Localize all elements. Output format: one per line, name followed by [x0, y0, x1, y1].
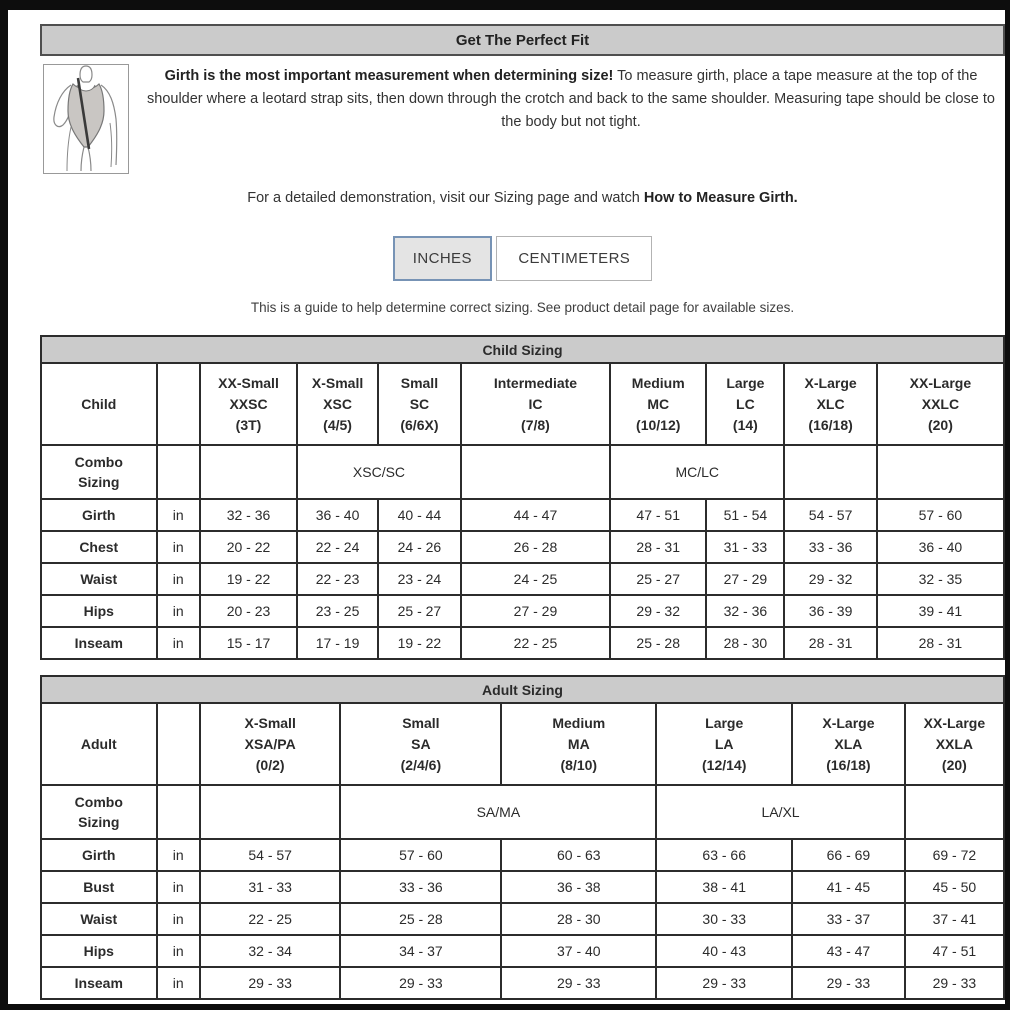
size-value-cell: 36 - 40 — [297, 499, 378, 531]
measurement-label: Waist — [41, 563, 157, 595]
size-value-cell: 19 - 22 — [378, 627, 461, 659]
size-value-cell: 41 - 45 — [792, 871, 905, 903]
unit-toggle — [40, 236, 1005, 281]
size-value-cell: 24 - 25 — [461, 563, 610, 595]
size-header-line: XX-Large — [923, 714, 986, 731]
size-value-cell: 36 - 38 — [501, 871, 656, 903]
size-value-cell: 31 - 33 — [706, 531, 784, 563]
size-value-cell: 17 - 19 — [297, 627, 378, 659]
size-value-cell: 40 - 44 — [378, 499, 461, 531]
size-value-cell: 33 - 37 — [792, 903, 905, 935]
size-value-cell: 66 - 69 — [792, 839, 905, 871]
size-header-line: SC — [409, 395, 430, 412]
measurement-label: Hips — [41, 935, 157, 967]
size-header-line: MC — [647, 395, 670, 412]
combo-cell — [461, 445, 610, 499]
size-value-cell: 15 - 17 — [200, 627, 297, 659]
measurement-row — [41, 935, 1004, 967]
size-header-line: XXLA — [935, 735, 974, 752]
size-value-cell: 28 - 31 — [610, 531, 706, 563]
size-header-line: (16/18) — [808, 416, 853, 433]
size-value-cell: 54 - 57 — [784, 499, 876, 531]
girth-instructions-text: To measure girth, place a tape measure at the top of the shoulder where a leotard strap sits, then down through the crotch and back to the same shoulder. Measuring tape should be close to the body but not tight. — [147, 68, 995, 130]
combo-label-line: Sizing — [78, 474, 120, 490]
measurement-row — [41, 903, 1004, 935]
size-value-cell: 54 - 57 — [200, 839, 341, 871]
size-value-cell: 44 - 47 — [461, 499, 610, 531]
size-value-cell: 29 - 33 — [501, 967, 656, 999]
size-value-cell: 28 - 31 — [784, 627, 876, 659]
size-column-header — [706, 363, 784, 445]
table-corner-label: Child — [41, 363, 157, 445]
measurement-label: Inseam — [41, 967, 157, 999]
size-column-header — [792, 703, 905, 785]
combo-cell: SA/MA — [340, 785, 656, 839]
size-value-cell: 25 - 27 — [378, 595, 461, 627]
combo-cell — [877, 445, 1004, 499]
size-value-cell: 28 - 30 — [706, 627, 784, 659]
demo-line — [40, 190, 1005, 206]
size-value-cell: 45 - 50 — [905, 871, 1004, 903]
size-value-cell: 29 - 33 — [905, 967, 1004, 999]
table-title-row — [41, 676, 1004, 703]
size-header-line: (20) — [941, 756, 967, 773]
size-value-cell: 20 - 22 — [200, 531, 297, 563]
size-header-line: Intermediate — [493, 374, 578, 391]
size-value-cell: 22 - 24 — [297, 531, 378, 563]
measurement-label: Hips — [41, 595, 157, 627]
demo-text: For a detailed demonstration, visit our Sizing page and watch — [247, 190, 644, 206]
size-header-line: XX-Large — [909, 374, 972, 391]
size-value-cell: 40 - 43 — [656, 935, 792, 967]
page-title: Get The Perfect Fit — [40, 24, 1005, 56]
girth-instructions — [129, 64, 1005, 134]
centimeters-button[interactable]: CENTIMETERS — [496, 236, 652, 281]
size-value-cell: 29 - 33 — [792, 967, 905, 999]
combo-sizing-row — [41, 785, 1004, 839]
size-column-header — [200, 363, 297, 445]
combo-cell — [905, 785, 1004, 839]
size-header-line: (14) — [732, 416, 758, 433]
size-value-cell: 38 - 41 — [656, 871, 792, 903]
size-header-line: X-Small — [311, 374, 364, 391]
size-header-line: XLA — [834, 735, 863, 752]
size-header-line: IC — [528, 395, 543, 412]
size-column-header — [200, 703, 341, 785]
measurement-row — [41, 531, 1004, 563]
size-column-header — [877, 363, 1004, 445]
size-value-cell: 33 - 36 — [784, 531, 876, 563]
measurement-row — [41, 595, 1004, 627]
size-header-line: (10/12) — [636, 416, 681, 433]
size-header-line: (20) — [927, 416, 953, 433]
size-value-cell: 25 - 28 — [340, 903, 501, 935]
size-header-line: Medium — [552, 714, 606, 731]
size-value-cell: 22 - 25 — [200, 903, 341, 935]
size-column-header — [610, 363, 706, 445]
size-value-cell: 20 - 23 — [200, 595, 297, 627]
measurement-unit: in — [157, 871, 200, 903]
combo-label-line: Sizing — [78, 814, 120, 830]
size-value-cell: 33 - 36 — [340, 871, 501, 903]
measurement-row — [41, 499, 1004, 531]
combo-cell: LA/XL — [656, 785, 904, 839]
size-value-cell: 29 - 33 — [200, 967, 341, 999]
size-header-line: X-Large — [804, 374, 857, 391]
size-header-line: (2/4/6) — [400, 756, 442, 773]
size-value-cell: 32 - 36 — [200, 499, 297, 531]
combo-sizing-label — [41, 785, 157, 839]
size-value-cell: 22 - 25 — [461, 627, 610, 659]
size-value-cell: 26 - 28 — [461, 531, 610, 563]
size-value-cell: 32 - 35 — [877, 563, 1004, 595]
size-header-line: XXSC — [229, 395, 268, 412]
size-value-cell: 25 - 27 — [610, 563, 706, 595]
size-header-line: Medium — [631, 374, 685, 391]
size-header-line: (4/5) — [323, 416, 352, 433]
size-header-line: XX-Small — [218, 374, 279, 391]
size-value-cell: 19 - 22 — [200, 563, 297, 595]
adult-sizing-table — [40, 675, 1005, 1000]
size-value-cell: 63 - 66 — [656, 839, 792, 871]
size-value-cell: 51 - 54 — [706, 499, 784, 531]
size-column-header — [656, 703, 792, 785]
size-header-line: (8/10) — [560, 756, 598, 773]
measurement-unit: in — [157, 839, 200, 871]
table-title: Child Sizing — [41, 336, 1004, 363]
size-value-cell: 43 - 47 — [792, 935, 905, 967]
table-title: Adult Sizing — [41, 676, 1004, 703]
page-content — [8, 10, 1005, 1000]
unit-header-cell — [157, 703, 200, 785]
combo-sizing-row — [41, 445, 1004, 499]
size-value-cell: 36 - 40 — [877, 531, 1004, 563]
size-header-line: (16/18) — [826, 756, 871, 773]
size-value-cell: 57 - 60 — [877, 499, 1004, 531]
size-column-header — [501, 703, 656, 785]
measurement-unit: in — [157, 499, 200, 531]
size-header-line: XSC — [323, 395, 352, 412]
size-value-cell: 22 - 23 — [297, 563, 378, 595]
size-header-row — [41, 703, 1004, 785]
size-value-cell: 32 - 34 — [200, 935, 341, 967]
size-value-cell: 47 - 51 — [610, 499, 706, 531]
size-header-line: X-Large — [822, 714, 875, 731]
size-value-cell: 28 - 31 — [877, 627, 1004, 659]
size-value-cell: 47 - 51 — [905, 935, 1004, 967]
size-value-cell: 29 - 32 — [784, 563, 876, 595]
size-value-cell: 34 - 37 — [340, 935, 501, 967]
combo-cell — [200, 785, 341, 839]
size-column-header — [340, 703, 501, 785]
size-header-line: LC — [736, 395, 755, 412]
size-header-line: Small — [402, 714, 440, 731]
size-header-line: XLC — [816, 395, 845, 412]
combo-label-line: Combo — [74, 454, 123, 470]
size-value-cell: 57 - 60 — [340, 839, 501, 871]
measurement-unit: in — [157, 935, 200, 967]
table-title-row — [41, 336, 1004, 363]
size-header-line: (12/14) — [702, 756, 747, 773]
size-value-cell: 23 - 24 — [378, 563, 461, 595]
size-header-line: SA — [411, 735, 431, 752]
size-value-cell: 37 - 40 — [501, 935, 656, 967]
size-header-line: (6/6X) — [400, 416, 439, 433]
combo-unit-cell — [157, 445, 200, 499]
size-value-cell: 69 - 72 — [905, 839, 1004, 871]
size-header-line: XSA/PA — [244, 735, 296, 752]
size-value-cell: 31 - 33 — [200, 871, 341, 903]
measurement-unit: in — [157, 595, 200, 627]
leotard-figure-icon — [43, 64, 129, 174]
size-header-line: Small — [400, 374, 439, 391]
measurement-label: Waist — [41, 903, 157, 935]
size-value-cell: 24 - 26 — [378, 531, 461, 563]
combo-cell: XSC/SC — [297, 445, 461, 499]
size-column-header — [378, 363, 461, 445]
measurement-label: Bust — [41, 871, 157, 903]
sizing-guide-note: This is a guide to help determine correct sizing. See product detail page for available sizes. — [250, 300, 795, 315]
size-header-line: Large — [705, 714, 744, 731]
measurement-row — [41, 967, 1004, 999]
size-value-cell: 36 - 39 — [784, 595, 876, 627]
combo-cell: MC/LC — [610, 445, 784, 499]
size-value-cell: 27 - 29 — [706, 563, 784, 595]
measurement-unit: in — [157, 531, 200, 563]
size-header-line: (0/2) — [255, 756, 285, 773]
size-header-line: MA — [567, 735, 590, 752]
girth-instructions-bold: Girth is the most important measurement when determining size! — [164, 68, 614, 84]
measurement-label: Chest — [41, 531, 157, 563]
size-column-header — [297, 363, 378, 445]
size-value-cell: 30 - 33 — [656, 903, 792, 935]
measurement-label: Girth — [41, 499, 157, 531]
measurement-unit: in — [157, 627, 200, 659]
combo-cell — [200, 445, 297, 499]
combo-label-line: Combo — [74, 794, 123, 810]
size-value-cell: 29 - 32 — [610, 595, 706, 627]
table-corner-label: Adult — [41, 703, 157, 785]
size-value-cell: 39 - 41 — [877, 595, 1004, 627]
size-header-line: XXLC — [921, 395, 960, 412]
size-header-line: (3T) — [235, 416, 262, 433]
inches-button[interactable]: INCHES — [393, 236, 492, 281]
unit-header-cell — [157, 363, 200, 445]
size-value-cell: 29 - 33 — [340, 967, 501, 999]
size-value-cell: 32 - 36 — [706, 595, 784, 627]
measurement-label: Girth — [41, 839, 157, 871]
measurement-unit: in — [157, 967, 200, 999]
size-column-header — [461, 363, 610, 445]
size-value-cell: 60 - 63 — [501, 839, 656, 871]
size-header-line: LA — [714, 735, 734, 752]
measurement-row — [41, 871, 1004, 903]
size-column-header — [784, 363, 876, 445]
size-header-line: X-Small — [244, 714, 296, 731]
measurement-row — [41, 563, 1004, 595]
size-value-cell: 27 - 29 — [461, 595, 610, 627]
combo-cell — [784, 445, 876, 499]
girth-info-section — [40, 64, 1005, 174]
measurement-unit: in — [157, 903, 200, 935]
size-value-cell: 37 - 41 — [905, 903, 1004, 935]
child-sizing-table — [40, 335, 1005, 660]
demo-link-bold: How to Measure Girth. — [643, 190, 798, 206]
size-column-header — [905, 703, 1004, 785]
combo-sizing-label — [41, 445, 157, 499]
size-header-line: (7/8) — [521, 416, 550, 433]
size-header-line: Large — [726, 374, 765, 391]
size-value-cell: 29 - 33 — [656, 967, 792, 999]
measurement-row — [41, 839, 1004, 871]
measurement-unit: in — [157, 563, 200, 595]
size-value-cell: 23 - 25 — [297, 595, 378, 627]
combo-unit-cell — [157, 785, 200, 839]
measurement-label: Inseam — [41, 627, 157, 659]
size-value-cell: 25 - 28 — [610, 627, 706, 659]
size-header-row — [41, 363, 1004, 445]
measurement-row — [41, 627, 1004, 659]
size-value-cell: 28 - 30 — [501, 903, 656, 935]
